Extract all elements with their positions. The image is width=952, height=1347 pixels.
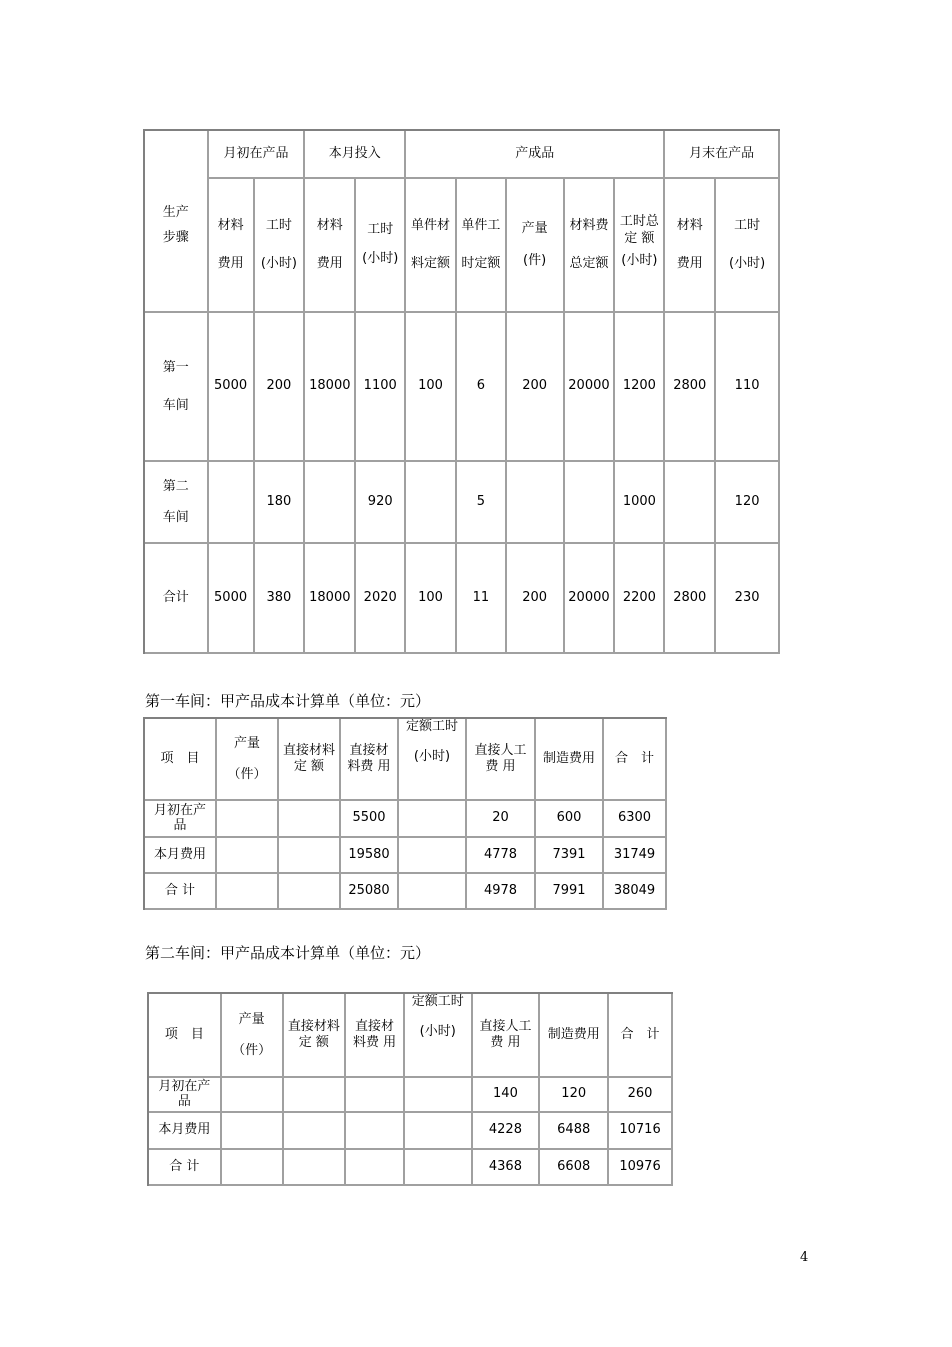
- cell: [279, 801, 341, 838]
- cell: 10716: [609, 1113, 673, 1150]
- cell: 11: [457, 544, 507, 654]
- header-qty: [217, 719, 279, 801]
- col-header-l2: 时定额: [461, 256, 501, 271]
- row-label-l1: 月初在产: [158, 1079, 211, 1095]
- cell: 19580: [341, 838, 399, 874]
- workshop1-cost-table: [143, 717, 667, 910]
- cell: [399, 874, 467, 910]
- table-row: [145, 544, 780, 654]
- col-header: [507, 179, 565, 313]
- cell: [507, 462, 565, 544]
- table-caption: 第二车间：甲产品成本计算单（单位：元）: [145, 944, 431, 962]
- cell: 180: [255, 462, 306, 544]
- cell: [284, 1113, 347, 1150]
- col-header-l2: (小时): [260, 256, 298, 271]
- header-qty-l2: （件）: [227, 767, 267, 782]
- col-header-l1: 材料: [316, 218, 343, 234]
- page-number: 4: [800, 1250, 809, 1265]
- header-qty-l1: 产量: [238, 1011, 265, 1027]
- cell: [209, 462, 255, 544]
- cell: 6608: [540, 1150, 609, 1186]
- header-hours-l2: (小时): [413, 749, 451, 765]
- cell: 6: [457, 313, 507, 462]
- col-header-l2: 费用: [316, 256, 343, 271]
- cell: 110: [716, 313, 780, 462]
- cell: 120: [540, 1078, 609, 1113]
- table-row: [145, 313, 780, 462]
- production-summary-table: [143, 129, 780, 654]
- col-header-l1: 单件材: [411, 218, 451, 234]
- table-row: [145, 462, 780, 544]
- cell: [222, 1078, 284, 1113]
- cell: 200: [255, 313, 306, 462]
- header-hours-l1: 定额工时: [405, 719, 458, 734]
- row-label: 合 计: [149, 1150, 222, 1186]
- row-label: [145, 801, 217, 838]
- header-qty-l1: 产量: [233, 735, 260, 751]
- cell: [346, 1113, 405, 1150]
- col-header: [716, 179, 780, 313]
- col-header: [457, 179, 507, 313]
- row-label-l2: 品: [173, 817, 187, 833]
- col-header-l1: 工时: [367, 222, 394, 238]
- header-labor-l2: 费 用: [485, 759, 516, 774]
- cell: 200: [507, 313, 565, 462]
- cell: [217, 801, 279, 838]
- col-header: [665, 179, 716, 313]
- col-header-l1: 工时总: [619, 214, 659, 230]
- col-header-l2: 定 额: [624, 230, 655, 246]
- cell: 140: [473, 1078, 541, 1113]
- row-label-l1: 第一: [162, 359, 189, 375]
- header-step-line1: 生产: [162, 204, 189, 220]
- col-header: [305, 179, 356, 313]
- header-mat-cost-l2: 料费 用: [347, 759, 391, 774]
- cell: 5000: [209, 313, 255, 462]
- col-header-l1: 材料费: [569, 218, 609, 234]
- cell: 1100: [356, 313, 406, 462]
- cell: 120: [716, 462, 780, 544]
- cell: [346, 1078, 405, 1113]
- cell: 6488: [540, 1113, 609, 1150]
- cell: 20: [467, 801, 536, 838]
- header-overhead: 制造费用: [540, 994, 609, 1078]
- row-label: [149, 1078, 222, 1113]
- cell: 200: [507, 544, 565, 654]
- row-label-l2: 品: [177, 1093, 191, 1109]
- cell: 2200: [615, 544, 665, 654]
- cell: [405, 1113, 473, 1150]
- header-mat-quota-l2: 定 额: [298, 1035, 329, 1050]
- row-label: [145, 313, 209, 462]
- cell: [665, 462, 716, 544]
- header-labor: [473, 994, 541, 1078]
- col-header-l2: (件): [523, 253, 547, 268]
- table-row: [145, 801, 667, 838]
- col-header-l2: 费用: [676, 256, 703, 271]
- header-step-line2: 步骤: [162, 229, 189, 245]
- col-header: [209, 179, 255, 313]
- table-caption: 第一车间：甲产品成本计算单（单位：元）: [145, 692, 431, 710]
- col-header-l1: 工时: [265, 218, 292, 234]
- cell: [405, 1150, 473, 1186]
- header-labor-l1: 直接人工: [479, 1018, 532, 1034]
- header-qty: [222, 994, 284, 1078]
- cell: 100: [406, 544, 457, 654]
- col-header-l2: 料定额: [411, 256, 451, 271]
- header-labor-l1: 直接人工: [474, 742, 527, 758]
- cell: 7991: [536, 874, 604, 910]
- cell: 1000: [615, 462, 665, 544]
- row-label-l2: 车间: [162, 510, 189, 525]
- header-labor: [467, 719, 536, 801]
- col-header-l1: 材料: [217, 218, 244, 234]
- col-header-l2: (小时): [729, 256, 766, 271]
- cell: [399, 838, 467, 874]
- workshop2-cost-table: [147, 992, 673, 1186]
- col-header-l2: (小时): [362, 251, 399, 266]
- cell: 20000: [565, 313, 616, 462]
- group-closing-wip: 月末在产品: [665, 131, 780, 179]
- row-label: 本月费用: [145, 838, 217, 874]
- header-mat-quota-l1: 直接材料: [282, 742, 335, 758]
- cell: 920: [356, 462, 406, 544]
- row-label: [145, 462, 209, 544]
- col-header: [615, 179, 665, 313]
- cell: [217, 838, 279, 874]
- cell: [279, 874, 341, 910]
- table-row: [149, 1150, 673, 1186]
- cell: 4778: [467, 838, 536, 874]
- cell: 20000: [565, 544, 616, 654]
- header-overhead: 制造费用: [536, 719, 604, 801]
- header-mat-cost-l2: 料费 用: [352, 1035, 397, 1050]
- col-header-l1: 单件工: [461, 218, 501, 234]
- cell: 25080: [341, 874, 399, 910]
- col-header-l1: 材料: [676, 218, 703, 234]
- col-header-l3: (小时): [621, 252, 658, 268]
- col-header: [356, 179, 406, 313]
- cell: [406, 462, 457, 544]
- cell: [399, 801, 467, 838]
- header-mat-cost: [346, 994, 405, 1078]
- header-hours-l2: (小时): [419, 1024, 456, 1040]
- table-row: [145, 838, 667, 874]
- col-header: [255, 179, 306, 313]
- header-total: 合 计: [609, 994, 673, 1078]
- row-label: 本月费用: [149, 1113, 222, 1150]
- col-header-l2: 费用: [217, 256, 244, 271]
- header-hours-l1: 定额工时: [411, 994, 464, 1009]
- cell: 100: [406, 313, 457, 462]
- cell: 260: [609, 1078, 673, 1113]
- header-mat-quota-l2: 定 额: [293, 759, 325, 774]
- cell: [346, 1150, 405, 1186]
- header-item: 项 目: [145, 719, 217, 801]
- cell: 230: [716, 544, 780, 654]
- col-header-l1: 产量: [521, 220, 548, 236]
- row-label-l1: 月初在产: [153, 803, 206, 819]
- header-mat-cost-l1: 直接材: [349, 742, 389, 758]
- cell: 7391: [536, 838, 604, 874]
- group-current-input: 本月投入: [305, 131, 406, 179]
- cell: [217, 874, 279, 910]
- table-row: [149, 1078, 673, 1113]
- header-total: 合 计: [604, 719, 667, 801]
- header-step: [145, 131, 209, 313]
- cell: 1200: [615, 313, 665, 462]
- cell: 5: [457, 462, 507, 544]
- row-label: 合计: [145, 544, 209, 654]
- header-hours: [399, 719, 467, 801]
- cell: [222, 1150, 284, 1186]
- cell: 18000: [305, 544, 356, 654]
- cell: 6300: [604, 801, 667, 838]
- col-header-l1: 工时: [734, 218, 761, 234]
- cell: [405, 1078, 473, 1113]
- cell: 10976: [609, 1150, 673, 1186]
- cell: 380: [255, 544, 306, 654]
- table-row: [145, 874, 667, 910]
- cell: [222, 1113, 284, 1150]
- cell: [305, 462, 356, 544]
- table-row: [149, 1113, 673, 1150]
- row-label-l2: 车间: [162, 397, 189, 413]
- col-header-l2: 总定额: [569, 256, 609, 271]
- col-header: [406, 179, 457, 313]
- cell: 2800: [665, 313, 716, 462]
- cell: 38049: [604, 874, 667, 910]
- header-item: 项 目: [149, 994, 222, 1078]
- header-qty-l2: （件）: [232, 1043, 272, 1058]
- header-mat-cost-l1: 直接材: [355, 1018, 395, 1034]
- cell: [284, 1150, 347, 1186]
- header-labor-l2: 费 用: [490, 1035, 521, 1050]
- cell: 4228: [473, 1113, 541, 1150]
- header-mat-quota: [284, 994, 347, 1078]
- cell: 4978: [467, 874, 536, 910]
- header-mat-quota: [279, 719, 341, 801]
- header-mat-cost: [341, 719, 399, 801]
- header-mat-quota-l1: 直接材料: [287, 1018, 340, 1034]
- row-label-l1: 第二: [162, 478, 189, 494]
- cell: [565, 462, 616, 544]
- cell: 5500: [341, 801, 399, 838]
- cell: 4368: [473, 1150, 541, 1186]
- row-label: 合 计: [145, 874, 217, 910]
- cell: 2020: [356, 544, 406, 654]
- cell: [279, 838, 341, 874]
- cell: 5000: [209, 544, 255, 654]
- group-finished-goods: 产成品: [406, 131, 665, 179]
- cell: 2800: [665, 544, 716, 654]
- cell: [284, 1078, 347, 1113]
- cell: 18000: [305, 313, 356, 462]
- col-header: [565, 179, 616, 313]
- header-hours: [405, 994, 473, 1078]
- cell: 600: [536, 801, 604, 838]
- group-opening-wip: 月初在产品: [209, 131, 306, 179]
- cell: 31749: [604, 838, 667, 874]
